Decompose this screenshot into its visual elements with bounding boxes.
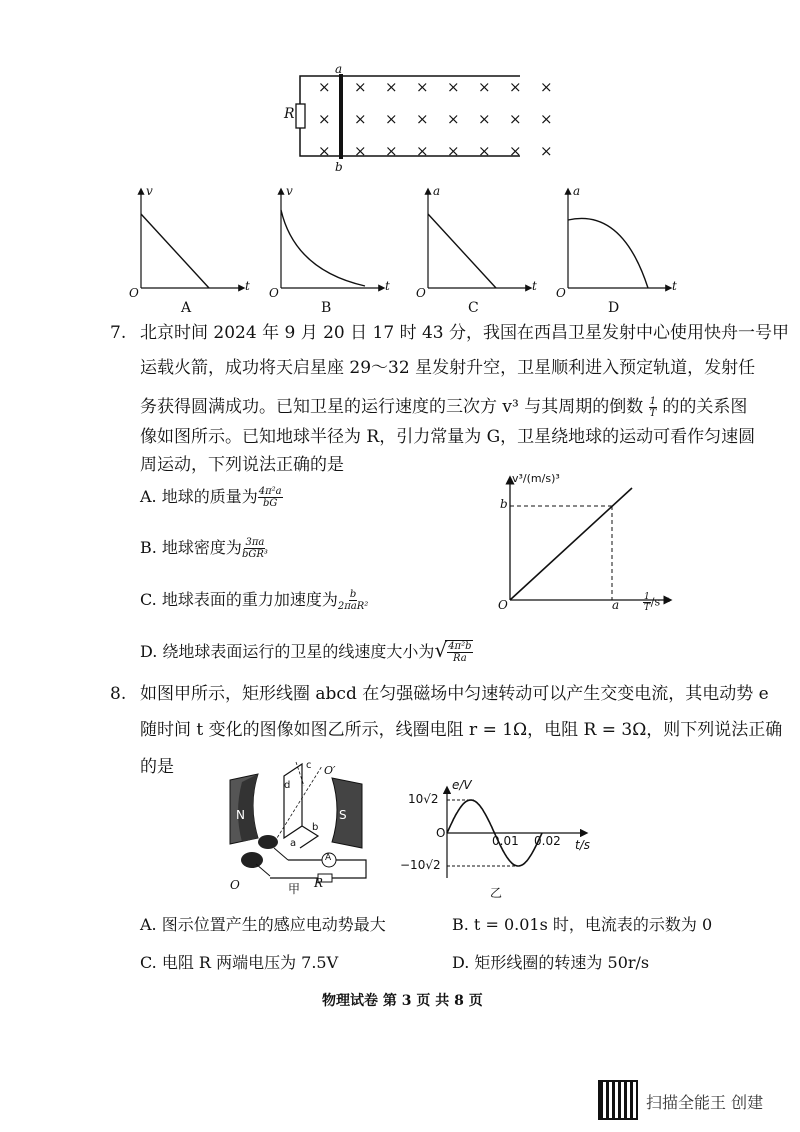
graph-y-label: a — [573, 184, 581, 198]
graph-x-label: t — [385, 279, 390, 293]
field-cross: × — [540, 78, 553, 96]
q8-option-D: D. 矩形线圈的转速为 50r/s — [452, 953, 650, 972]
graph-option-A — [125, 184, 255, 316]
graph-x-label: t — [532, 279, 537, 293]
field-cross: × — [447, 142, 460, 160]
gen-N: N — [236, 808, 245, 822]
field-cross: × — [509, 110, 522, 128]
field-cross: × — [416, 78, 429, 96]
gen-O: O — [230, 878, 240, 892]
field-crosses — [318, 78, 553, 160]
field-cross: × — [385, 142, 398, 160]
graph-axes — [552, 186, 682, 298]
graph-axes — [412, 186, 542, 298]
graph-letter: B — [321, 300, 332, 316]
graph-option-D — [552, 184, 682, 316]
field-cross: × — [385, 110, 398, 128]
q7-number: 7. — [110, 323, 127, 343]
q7-option-A: A. 地球的质量为 $\frac{\text{4π²a}}{bG}$ — [140, 486, 282, 509]
field-cross: × — [509, 78, 522, 96]
graph-origin: O — [556, 286, 566, 300]
et-xlabel: t/s — [575, 838, 590, 852]
graph-option-C — [412, 184, 542, 316]
q7-line-3b: 的的关系图 — [662, 397, 748, 417]
graph-letter: A — [181, 300, 192, 316]
graph-curve — [568, 218, 648, 288]
q8-line-2: 随时间 t 变化的图像如图乙所示，线圈电阻 r = 1Ω，电阻 R = 3Ω，则下列说法正确 — [140, 720, 783, 740]
q7-option-B: B. 地球密度为 $\frac{3\pi a}{\text{bGR³}}$ — [140, 537, 268, 560]
graph-x-label: t — [672, 279, 677, 293]
label-R: R — [284, 106, 295, 122]
graph-axes — [125, 186, 255, 298]
generator-figure — [222, 760, 382, 900]
graph-y-label: a — [433, 184, 441, 198]
field-cross: × — [478, 78, 491, 96]
field-cross: × — [385, 78, 398, 96]
et-origin: O — [436, 826, 446, 840]
q8-option-A: A. 图示位置产生的感应电动势最大 — [140, 915, 386, 934]
field-cross: × — [509, 142, 522, 160]
q7-graph-a: a — [612, 598, 620, 612]
gen-c: c — [306, 760, 312, 771]
field-cross: × — [540, 142, 553, 160]
et-t1: 0.01 — [492, 834, 519, 848]
field-cross: × — [416, 142, 429, 160]
graph-axes — [265, 186, 395, 298]
field-cross: × — [318, 142, 331, 160]
et-ymax: 10√2 — [408, 792, 439, 806]
q7-graph-o: O — [498, 598, 508, 612]
graph-option-B — [265, 184, 395, 316]
watermark-text: 扫描全能王 创建 — [646, 1093, 764, 1112]
qr-code-icon — [600, 1082, 636, 1118]
field-cross: × — [354, 78, 367, 96]
magnetic-field-figure — [280, 64, 553, 176]
q7-option-C: C. 地球表面的重力加速度为 $\frac{b}{\text{2πaR²}}$ — [140, 589, 369, 612]
q8-line-3: 的是 — [140, 757, 174, 777]
et-t2: 0.02 — [534, 834, 561, 848]
q8-line-1: 如图甲所示，矩形线圈 abcd 在匀强磁场中匀速转动可以产生交变电流，其电动势 e — [140, 684, 769, 704]
gen-b: b — [312, 822, 319, 833]
field-cross: × — [318, 78, 331, 96]
field-cross: × — [478, 142, 491, 160]
graph-x-label: t — [245, 279, 250, 293]
graph-y-label: v — [146, 184, 153, 198]
field-cross: × — [478, 110, 491, 128]
gen-S: S — [339, 808, 347, 822]
et-ylabel: e/V — [452, 778, 472, 792]
graph-origin: O — [129, 286, 139, 300]
field-cross: × — [447, 110, 460, 128]
q7-option-D: D. 绕地球表面运行的卫星的线速度大小为√ $\frac{\text{4π²b}}{Ra}$ — [140, 638, 472, 664]
gen-O-prime: O′ — [324, 764, 336, 777]
q7-line-4: 像如图所示。已知地球半径为 R，引力常量为 G，卫星绕地球的运动可看作匀速圆 — [140, 427, 756, 447]
gen-a: a — [290, 838, 297, 849]
graph-curve — [141, 214, 209, 288]
gen-R: R — [314, 876, 324, 890]
graph-origin: O — [416, 286, 426, 300]
field-cross: × — [447, 78, 460, 96]
graph-curve — [428, 214, 496, 288]
gen-ammeter-A: A — [325, 853, 332, 863]
q8-option-C: C. 电阻 R 两端电压为 7.5V — [140, 953, 339, 972]
q7-line-3 — [140, 390, 747, 424]
field-cross: × — [354, 142, 367, 160]
q7-line-5: 周运动，下列说法正确的是 — [140, 455, 344, 475]
graph-letter: C — [468, 300, 479, 316]
q7-line-1: 北京时间 2024 年 9 月 20 日 17 时 43 分，我国在西昌卫星发射中心使用快舟一号甲 — [140, 323, 790, 343]
q7-graph-xlabel: $\frac{1}{T}$ /s⁻¹ — [643, 592, 671, 613]
graph-origin: O — [269, 286, 279, 300]
fig-yi-caption: 乙 — [490, 886, 503, 900]
field-cross: × — [354, 110, 367, 128]
q7-graph-ylabel: v³/(m/s)³ — [512, 472, 560, 485]
page-footer: 物理试卷 第 3 页 共 8 页 — [322, 993, 483, 1009]
q8-option-B: B. t = 0.01s 时，电流表的示数为 0 — [452, 915, 713, 934]
gen-d: d — [284, 780, 291, 791]
label-a: a — [335, 62, 343, 76]
fraction-1-over-T: $\frac{1}{T}$ — [649, 396, 657, 419]
graph-letter: D — [608, 300, 620, 316]
q7-line-2: 运载火箭，成功将天启星座 29～32 星发射升空，卫星顺利进入预定轨道，发射任 — [140, 358, 756, 378]
fig-jia-caption: 甲 — [288, 882, 301, 896]
q7-line-3a: 务获得圆满成功。已知卫星的运行速度的三次方 v³ 与其周期的倒数 — [140, 397, 644, 417]
et-ymin: −10√2 — [400, 858, 441, 872]
q7-graph-b: b — [500, 497, 508, 511]
q8-number: 8. — [110, 684, 127, 704]
field-cross: × — [416, 110, 429, 128]
field-cross: × — [540, 110, 553, 128]
label-b: b — [335, 160, 343, 174]
field-cross: × — [318, 110, 331, 128]
graph-y-label: v — [286, 184, 293, 198]
graph-curve — [281, 210, 365, 286]
